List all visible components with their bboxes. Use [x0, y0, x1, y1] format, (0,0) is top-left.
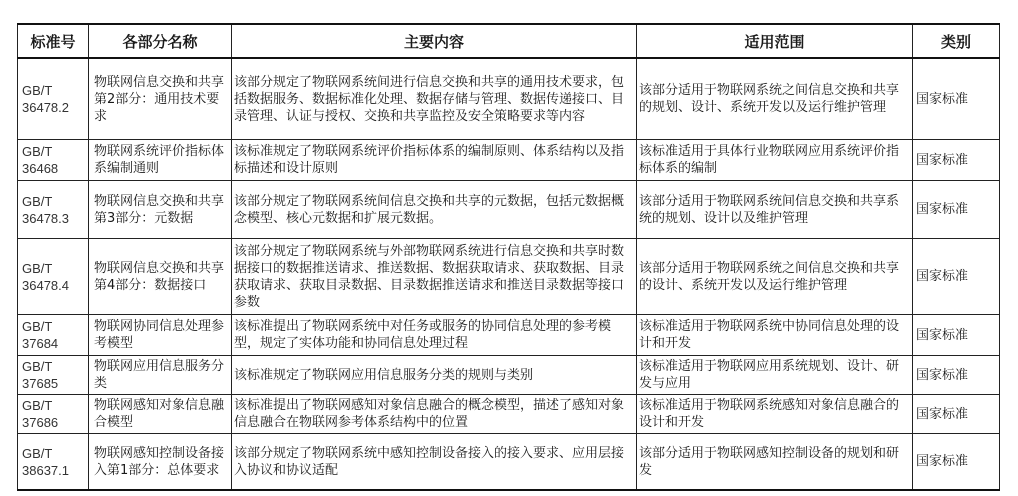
standard-number-code: 37685 [22, 376, 59, 391]
standard-number-prefix: GB/T [22, 193, 53, 209]
standard-number-code: 36468 [22, 161, 59, 176]
standard-number-cell [18, 58, 89, 140]
standard-number-prefix: GB/T [22, 144, 53, 159]
standard-number-code: 37686 [22, 415, 59, 430]
main-content-cell: 该标准提出了物联网感知对象信息融合的概念模型，描述了感知对象信息融合在物联网参考体系结构中的位置 [232, 395, 637, 434]
scope-cell: 该部分适用于物联网系统之间信息交换和共享的规划、设计、系统开发以及运行维护管理 [637, 58, 913, 140]
category-cell: 国家标准 [913, 140, 1000, 181]
scope-cell: 该部分适用于物联网感知控制设备的规划和研发 [637, 434, 913, 491]
main-content-cell: 该部分规定了物联网系统间信息交换和共享的元数据，包括元数据概念模型、核心元数据和扩展元数据。 [232, 181, 637, 239]
main-content-cell: 该部分规定了物联网系统与外部物联网系统进行信息交换和共享时数据接口的数据推送请求、推送数据、数据获取请求、获取数据、目录获取请求、获取目录数据、目录数据推送请求和推送目录数据等接口参数 [232, 239, 637, 315]
table-row [18, 181, 1000, 239]
category-cell: 国家标准 [913, 239, 1000, 315]
category-cell: 国家标准 [913, 315, 1000, 356]
standards-table [17, 23, 1000, 491]
standard-number-prefix: GB/T [22, 319, 53, 334]
table-row [18, 58, 1000, 140]
scope-cell: 该标准适用于物联网系统感知对象信息融合的设计和开发 [637, 395, 913, 434]
table-row [18, 140, 1000, 181]
part-name-cell: 物联网协同信息处理参考模型 [89, 315, 232, 356]
standard-number-cell [18, 181, 89, 239]
category-cell: 国家标准 [913, 434, 1000, 491]
main-content-cell: 该标准规定了物联网系统评价指标体系的编制原则、体系结构以及指标描述和设计原则 [232, 140, 637, 181]
main-content-cell: 该部分规定了物联网系统中感知控制设备接入的接入要求、应用层接入协议和协议适配 [232, 434, 637, 491]
standard-number-cell [18, 239, 89, 315]
standard-number-prefix: GB/T [22, 359, 53, 374]
part-name-cell: 物联网感知对象信息融合模型 [89, 395, 232, 434]
standard-number-prefix: GB/T [22, 445, 53, 461]
standard-number-cell [18, 434, 89, 491]
header-main-content: 主要内容 [232, 24, 637, 58]
category-cell: 国家标准 [913, 181, 1000, 239]
category-cell: 国家标准 [913, 356, 1000, 395]
scope-cell: 该标准适用于物联网应用系统规划、设计、研发与应用 [637, 356, 913, 395]
standard-number-prefix: GB/T [22, 83, 53, 98]
main-content-cell: 该标准规定了物联网应用信息服务分类的规则与类别 [232, 356, 637, 395]
table-row [18, 356, 1000, 395]
main-content-cell: 该部分规定了物联网系统间进行信息交换和共享的通用技术要求，包括数据服务、数据标准化处理、数据存储与管理、数据传递接口、目录管理、认证与授权、交换和共享监控及安全策略要求等内容 [232, 58, 637, 140]
part-name-cell: 物联网信息交换和共享第4部分：数据接口 [89, 239, 232, 315]
part-name-cell: 物联网系统评价指标体系编制通则 [89, 140, 232, 181]
scope-cell: 该部分适用于物联网系统之间信息交换和共享的设计、系统开发以及运行维护管理 [637, 239, 913, 315]
table-row [18, 239, 1000, 315]
scope-cell: 该标准适用于具体行业物联网应用系统评价指标体系的编制 [637, 140, 913, 181]
table-header-row [18, 24, 1000, 58]
table-row [18, 315, 1000, 356]
part-name-cell: 物联网信息交换和共享第3部分：元数据 [89, 181, 232, 239]
standards-table-container [17, 23, 999, 491]
standard-number-prefix: GB/T [22, 260, 53, 276]
standard-number-code: 36478.3 [22, 210, 69, 226]
header-standard-number: 标准号 [18, 24, 89, 58]
table-row [18, 434, 1000, 491]
part-name-cell: 物联网信息交换和共享第2部分：通用技术要求 [89, 58, 232, 140]
standard-number-code: 38637.1 [22, 462, 69, 478]
part-name-cell: 物联网感知控制设备接入第1部分：总体要求 [89, 434, 232, 491]
standard-number-code: 37684 [22, 336, 59, 351]
part-name-cell: 物联网应用信息服务分类 [89, 356, 232, 395]
header-scope: 适用范围 [637, 24, 913, 58]
standard-number-code: 36478.4 [22, 277, 69, 293]
scope-cell: 该部分适用于物联网系统间信息交换和共享系统的规划、设计以及维护管理 [637, 181, 913, 239]
standard-number-prefix: GB/T [22, 398, 53, 413]
main-content-cell: 该标准提出了物联网系统中对任务或服务的协同信息处理的参考模型，规定了实体功能和协同信息处理过程 [232, 315, 637, 356]
standard-number-cell [18, 395, 89, 434]
standard-number-cell [18, 140, 89, 181]
standard-number-cell [18, 315, 89, 356]
scope-cell: 该标准适用于物联网系统中协同信息处理的设计和开发 [637, 315, 913, 356]
header-part-name: 各部分名称 [89, 24, 232, 58]
standard-number-code: 36478.2 [22, 100, 69, 115]
header-category: 类别 [913, 24, 1000, 58]
category-cell: 国家标准 [913, 58, 1000, 140]
standard-number-cell [18, 356, 89, 395]
category-cell: 国家标准 [913, 395, 1000, 434]
table-row [18, 395, 1000, 434]
